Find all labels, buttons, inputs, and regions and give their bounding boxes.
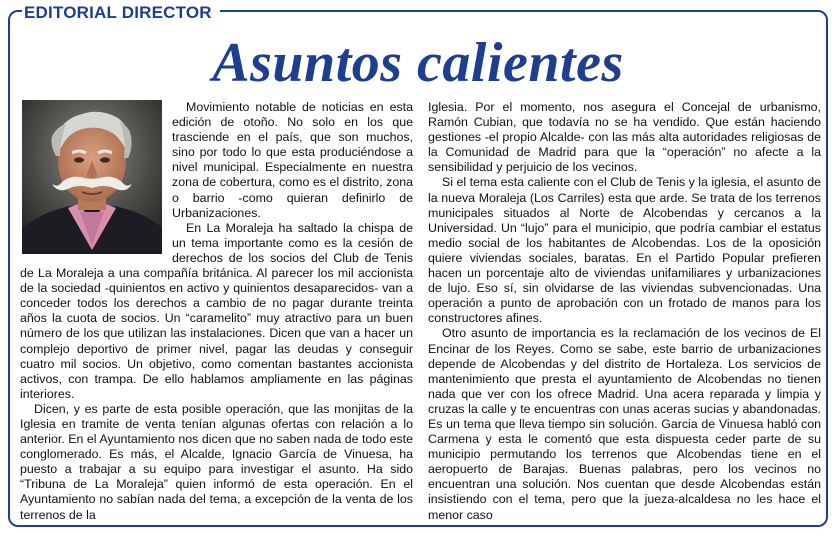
paragraph: Si el tema esta caliente con el Club de Tenis y la iglesia, el asunto de la nueva Moraleja (Los Carriles) esta que arde. Se trata de los terrenos municipales situados al Norte de Alcobendas y cercanos a la Universidad. Un “lujo” para el municipio, que podría cambiar el estatus medio social de los habitantes de Alcobendas. Los de la oposición quiere viviendas sociales, baratas. En el Partido Popular prefieren hacen un porcentaje alto de viviendas unifamiliares y urbanizaciones de lujo. Eso sí, sin olvidarse de las viviendas subvencionadas. Una operación a punto de aprobación con un frotado de manos para los constructores afines.: [428, 175, 821, 326]
headline: Asuntos calientes: [212, 32, 624, 94]
paragraph: Movimiento notable de noticias en esta edición de otoño. No solo en los que trasciende en el país, que son muchos, sino por todo lo que esta produciéndose a nivel municipal. Especialmente en nuestra zona de cobertura, como es el distrito, zona o barrio -como quieran definirlo de Urbanizaciones.: [172, 100, 413, 220]
paragraph: Otro asunto de importancia es la reclamación de los vecinos de El Encinar de los Reyes. Como se sabe, este barrio de urbanizaciones depende de Alcobendas y del distrito de Hortaleza. Los servicios de mantenimiento que presta el ayuntamiento de Alcobendas no tienen nada que ver con los ofrece Madrid. Una acera reparada y limpia y cruzas la calle y te encuentras con unas aceras sucias y abandonadas. Es un tema que lleva tiempo sin solución. Garcia de Vinuesa habló con Carmena y esta le comentó que esta dispuesta ceder parte de su municipio permutando los terrenos que Alcobendas tiene en el aeropuerto de Barajas. Buenas palabras, pero los vecinos no encuentran una solución. Nos cuentan que desde Alcobendas están insistiendo con el tema, pero que la jueza-alcaldesa no les hace el menor caso: [428, 326, 821, 522]
paragraph: En La Moraleja ha saltado la chispa de un tema importante como es la cesión de derechos de los socios del Club de Tenis de La Moraleja a una compañía británica. Al parecer los mil accionista de la sociedad -quinientos en activo y quinientos desaparecidos- van a conceder todos los derechos a cambio de no pagar durante treinta años la cuota de socios. Un “caramelito” muy atractivo para un buen número de los que utilizan las instalaciones. Dicen que van a hacer un complejo deportivo de primer nivel, pagar las deudas y conseguir cuatro mil socios. Un objetivo, como comentan bastantes accionista activos, con trampa. De ello hablamos ampliamente en las páginas interiores.: [20, 220, 413, 401]
right-column: [428, 100, 821, 523]
paragraph: Iglesia. Por el momento, nos asegura el Concejal de urbanismo, Ramón Cubian, que todavía no se ha vendido. Que están haciendo gestiones -el propio Alcalde- con las más alta autoridades religiosas de la Comunidad de Madrid para que la “operación” no afecte a la sensibilidad y perjuicio de los vecinos.: [428, 100, 821, 175]
left-column: [20, 100, 413, 523]
paragraph: Dicen, y es parte de esta posible operación, que las monjitas de la Iglesia en tramite de venta tenían algunas ofertas con relación a lo anterior. En el Ayuntamiento nos dicen que no saben nada de todo este conglomerado. Es más, el Alcalde, Ignacio García de Vinuesa, ha puesto a trabajar a su equipo para investigar el asunto. Ha sido “Tribuna de La Moraleja” quien informó de esta operación. En el Ayuntamiento no sabían nada del tema, a excepción de la venta de los terrenos de la: [20, 401, 413, 522]
section-label: EDITORIAL DIRECTOR: [22, 0, 220, 26]
photo-wrap-spacer: [20, 100, 172, 256]
